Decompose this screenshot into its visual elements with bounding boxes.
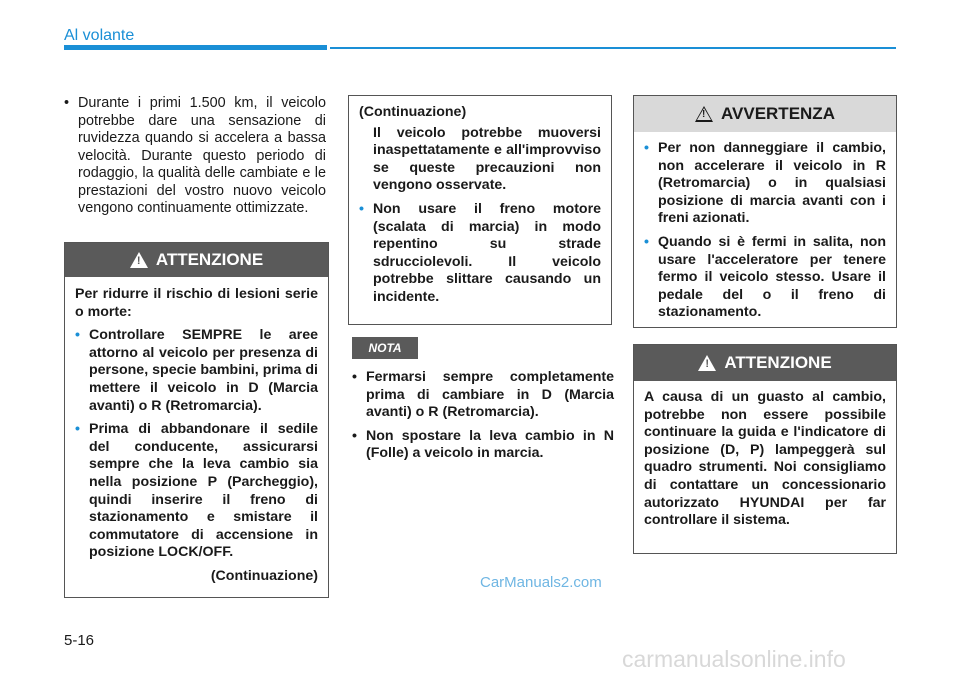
continuazione-box [348,95,612,325]
continuazione-heading: (Continuazione) [359,104,467,120]
attenzione-box-1 [64,242,329,598]
continuazione-paragraph: Il veicolo potrebbe muoversi inaspettatamente e all'improvviso se queste precauzioni non vengono osservate. [373,124,601,194]
attenzione-box-1-body [65,277,328,592]
footer-brand-watermark: carmanualsonline.info [622,646,846,672]
bullet: • [644,140,649,156]
list-item [359,201,601,307]
section-title: Al volante [64,27,135,44]
continuazione-box-body [349,96,611,319]
watermark-link[interactable]: CarManuals2.com [480,574,602,591]
bullet: • [75,421,80,438]
attenzione-box-2-header [634,345,896,381]
warning-triangle-icon [698,355,716,371]
list-item [352,428,614,463]
bullet: • [352,427,357,444]
list-item [352,369,614,422]
list-item [644,234,886,322]
attenzione-box-2 [633,344,897,554]
bullet: • [352,369,357,385]
attenzione-box-1-lead: Per ridurre il rischio di lesioni serie o morte: [75,286,318,320]
continued-label: (Continuazione) [210,567,318,584]
nota-list [352,369,614,469]
list-item-text: Prima di abbandonare il sedile del conducente, assicurarsi sempre che la leva cambio sia nella posizione P (Parcheggio), quindi inserire il freno di stazionamento e smistare il commutatore di accensione in posizione LOCK/OFF. [89,421,318,561]
list-item [75,327,318,415]
list-item [644,140,886,228]
bullet: • [359,200,364,217]
warning-triangle-icon [130,252,148,268]
bullet: • [75,327,80,344]
list-item-text: Non spostare la leva cambio in N (Folle) a veicolo in marcia. [366,427,614,462]
intro-paragraph [64,95,326,224]
page-number: 5-16 [64,632,95,649]
avvertenza-box-body [634,132,896,334]
avvertenza-box [633,95,897,328]
list-item-text: Controllare SEMPRE le aree attorno al veicolo per presenza di persone, specie bambini, prima di mettere il veicolo in D (Marcia avanti) o R (Retromarcia). [89,327,318,414]
attenzione-box-2-title: ATTENZIONE [724,353,832,372]
avvertenza-box-title: AVVERTENZA [721,104,835,123]
warning-triangle-icon [695,106,713,122]
attenzione-box-2-text: A causa di un guasto al cambio, potrebbe non essere possibile continuare la guida e l'indicatore di posizione (D, P) lampeggerà sul quadro strumenti. Noi consigliamo di contattare un concessionario autorizzato HYUNDAI per far controllare il sistema. [644,389,886,529]
list-item-text: Quando si è fermi in salita, non usare l'acceleratore per tenere fermo il veicolo stesso. Usare il pedale del o il freno di stazionamento. [658,233,886,321]
nota-label: NOTA [352,337,418,359]
bullet: • [64,95,70,111]
list-item-text: Per non danneggiare il cambio, non accelerare il veicolo in R (Retromarcia) o in qualsiasi posizione di marcia avanti con i freni azionati. [658,140,886,227]
list-item [75,421,318,562]
list-item-text: Fermarsi sempre completamente prima di cambiare in D (Marcia avanti) o R (Retromarcia). [366,369,614,421]
attenzione-box-1-title: ATTENZIONE [155,250,264,269]
attenzione-box-1-header [65,243,328,277]
header-rule-thick [64,45,327,50]
bullet: • [644,233,649,250]
intro-text: Durante i primi 1.500 km, il veicolo potrebbe dare una sensazione di ruvidezza quando si accelera a bassa velocità. Durante questo periodo di rodaggio, la qualità delle cambiate e le prestazioni del vostro nuovo veicolo vengono continuamente ottimizzate. [78,95,326,216]
avvertenza-box-header [634,96,896,132]
list-item-text: Non usare il freno motore (scalata di marcia) in modo repentino su strade sdrucciolevoli. Il veicolo potrebbe slittare causando un incidente. [373,200,601,305]
attenzione-box-2-body [634,381,896,542]
header-rule-thin [330,47,896,49]
